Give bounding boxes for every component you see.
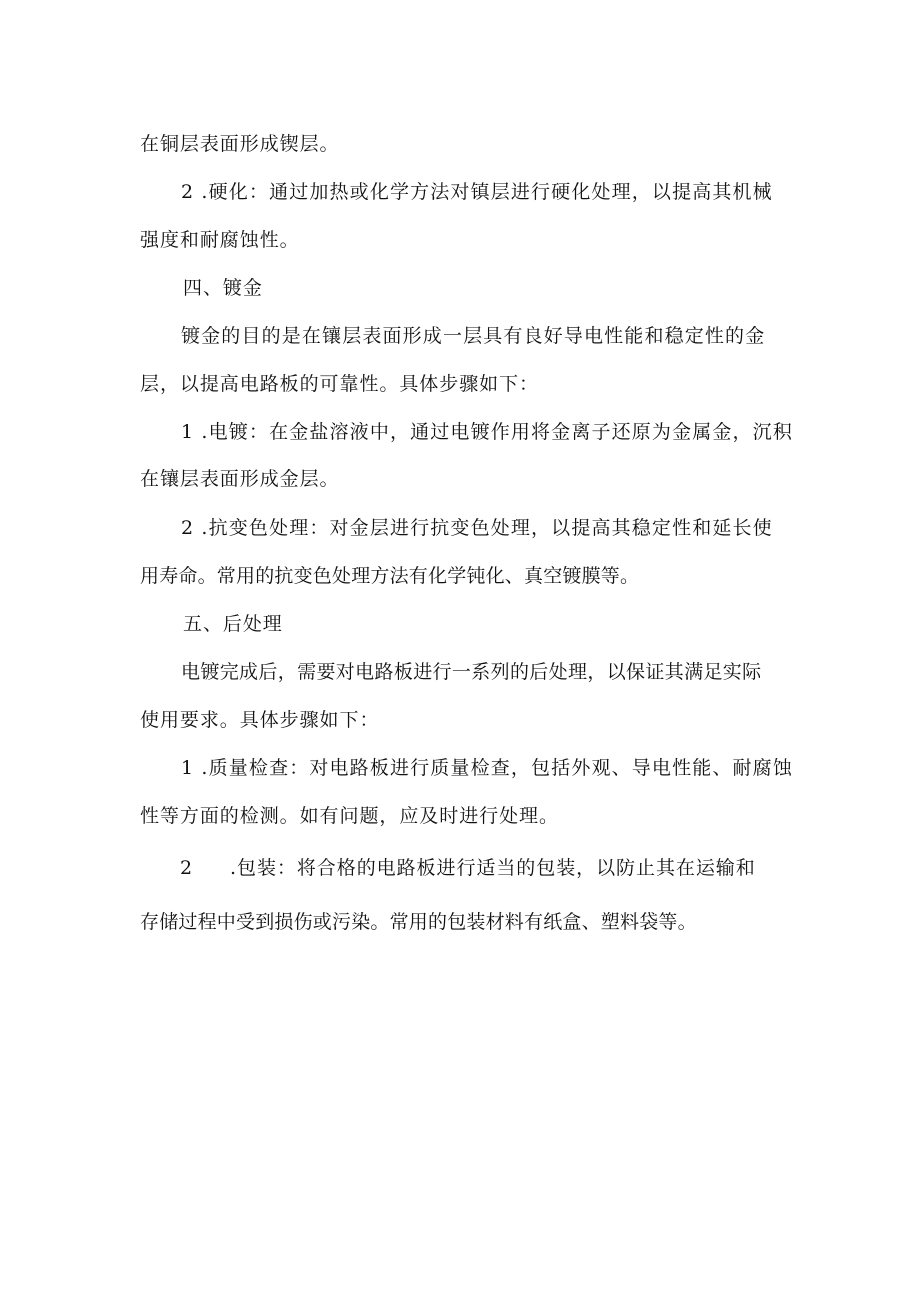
text-line: 性等方面的检测。如有问题，应及时进行处理。 [140, 805, 559, 827]
section-heading-text: 四、镀金 [183, 277, 263, 299]
text-line: 存储过程中受到损伤或污染。常用的包装材料有纸盒、塑料袋等。 [140, 911, 697, 933]
text-line: 强度和耐腐蚀性。 [140, 229, 300, 251]
text-line: 层，以提高电路板的可靠性。具体步骤如下： [140, 373, 540, 395]
text-line: 在镶层表面形成金层。 [140, 468, 340, 490]
text-line: 1 .质量检查：对电路板进行质量检查，包括外观、导电性能、耐腐蚀 [181, 757, 793, 779]
list-number: 2 [180, 857, 193, 879]
text-line: 镀金的目的是在镶层表面形成一层具有良好导电性能和稳定性的金 [181, 325, 766, 347]
text-line: 2 .抗变色处理：对金层进行抗变色处理，以提高其稳定性和延长使 [181, 517, 773, 539]
text-line: 在铜层表面形成锲层。 [140, 133, 340, 155]
text-line: .包装：将合格的电路板进行适当的包装，以防止其在运输和 [230, 857, 756, 879]
text-line: 2 .硬化：通过加热或化学方法对镇层进行硬化处理，以提高其机械 [181, 181, 773, 203]
section-heading-text: 五、后处理 [183, 613, 283, 635]
text-line: 1 .电镀：在金盐溶液中，通过电镀作用将金离子还原为金属金，沉积 [181, 421, 793, 443]
text-line: 使用要求。具体步骤如下： [140, 709, 380, 731]
text-line: 电镀完成后，需要对电路板进行一系列的后处理，以保证其满足实际 [181, 661, 762, 683]
text-line: 用寿命。常用的抗变色处理方法有化学钝化、真空镀膜等。 [140, 565, 640, 587]
